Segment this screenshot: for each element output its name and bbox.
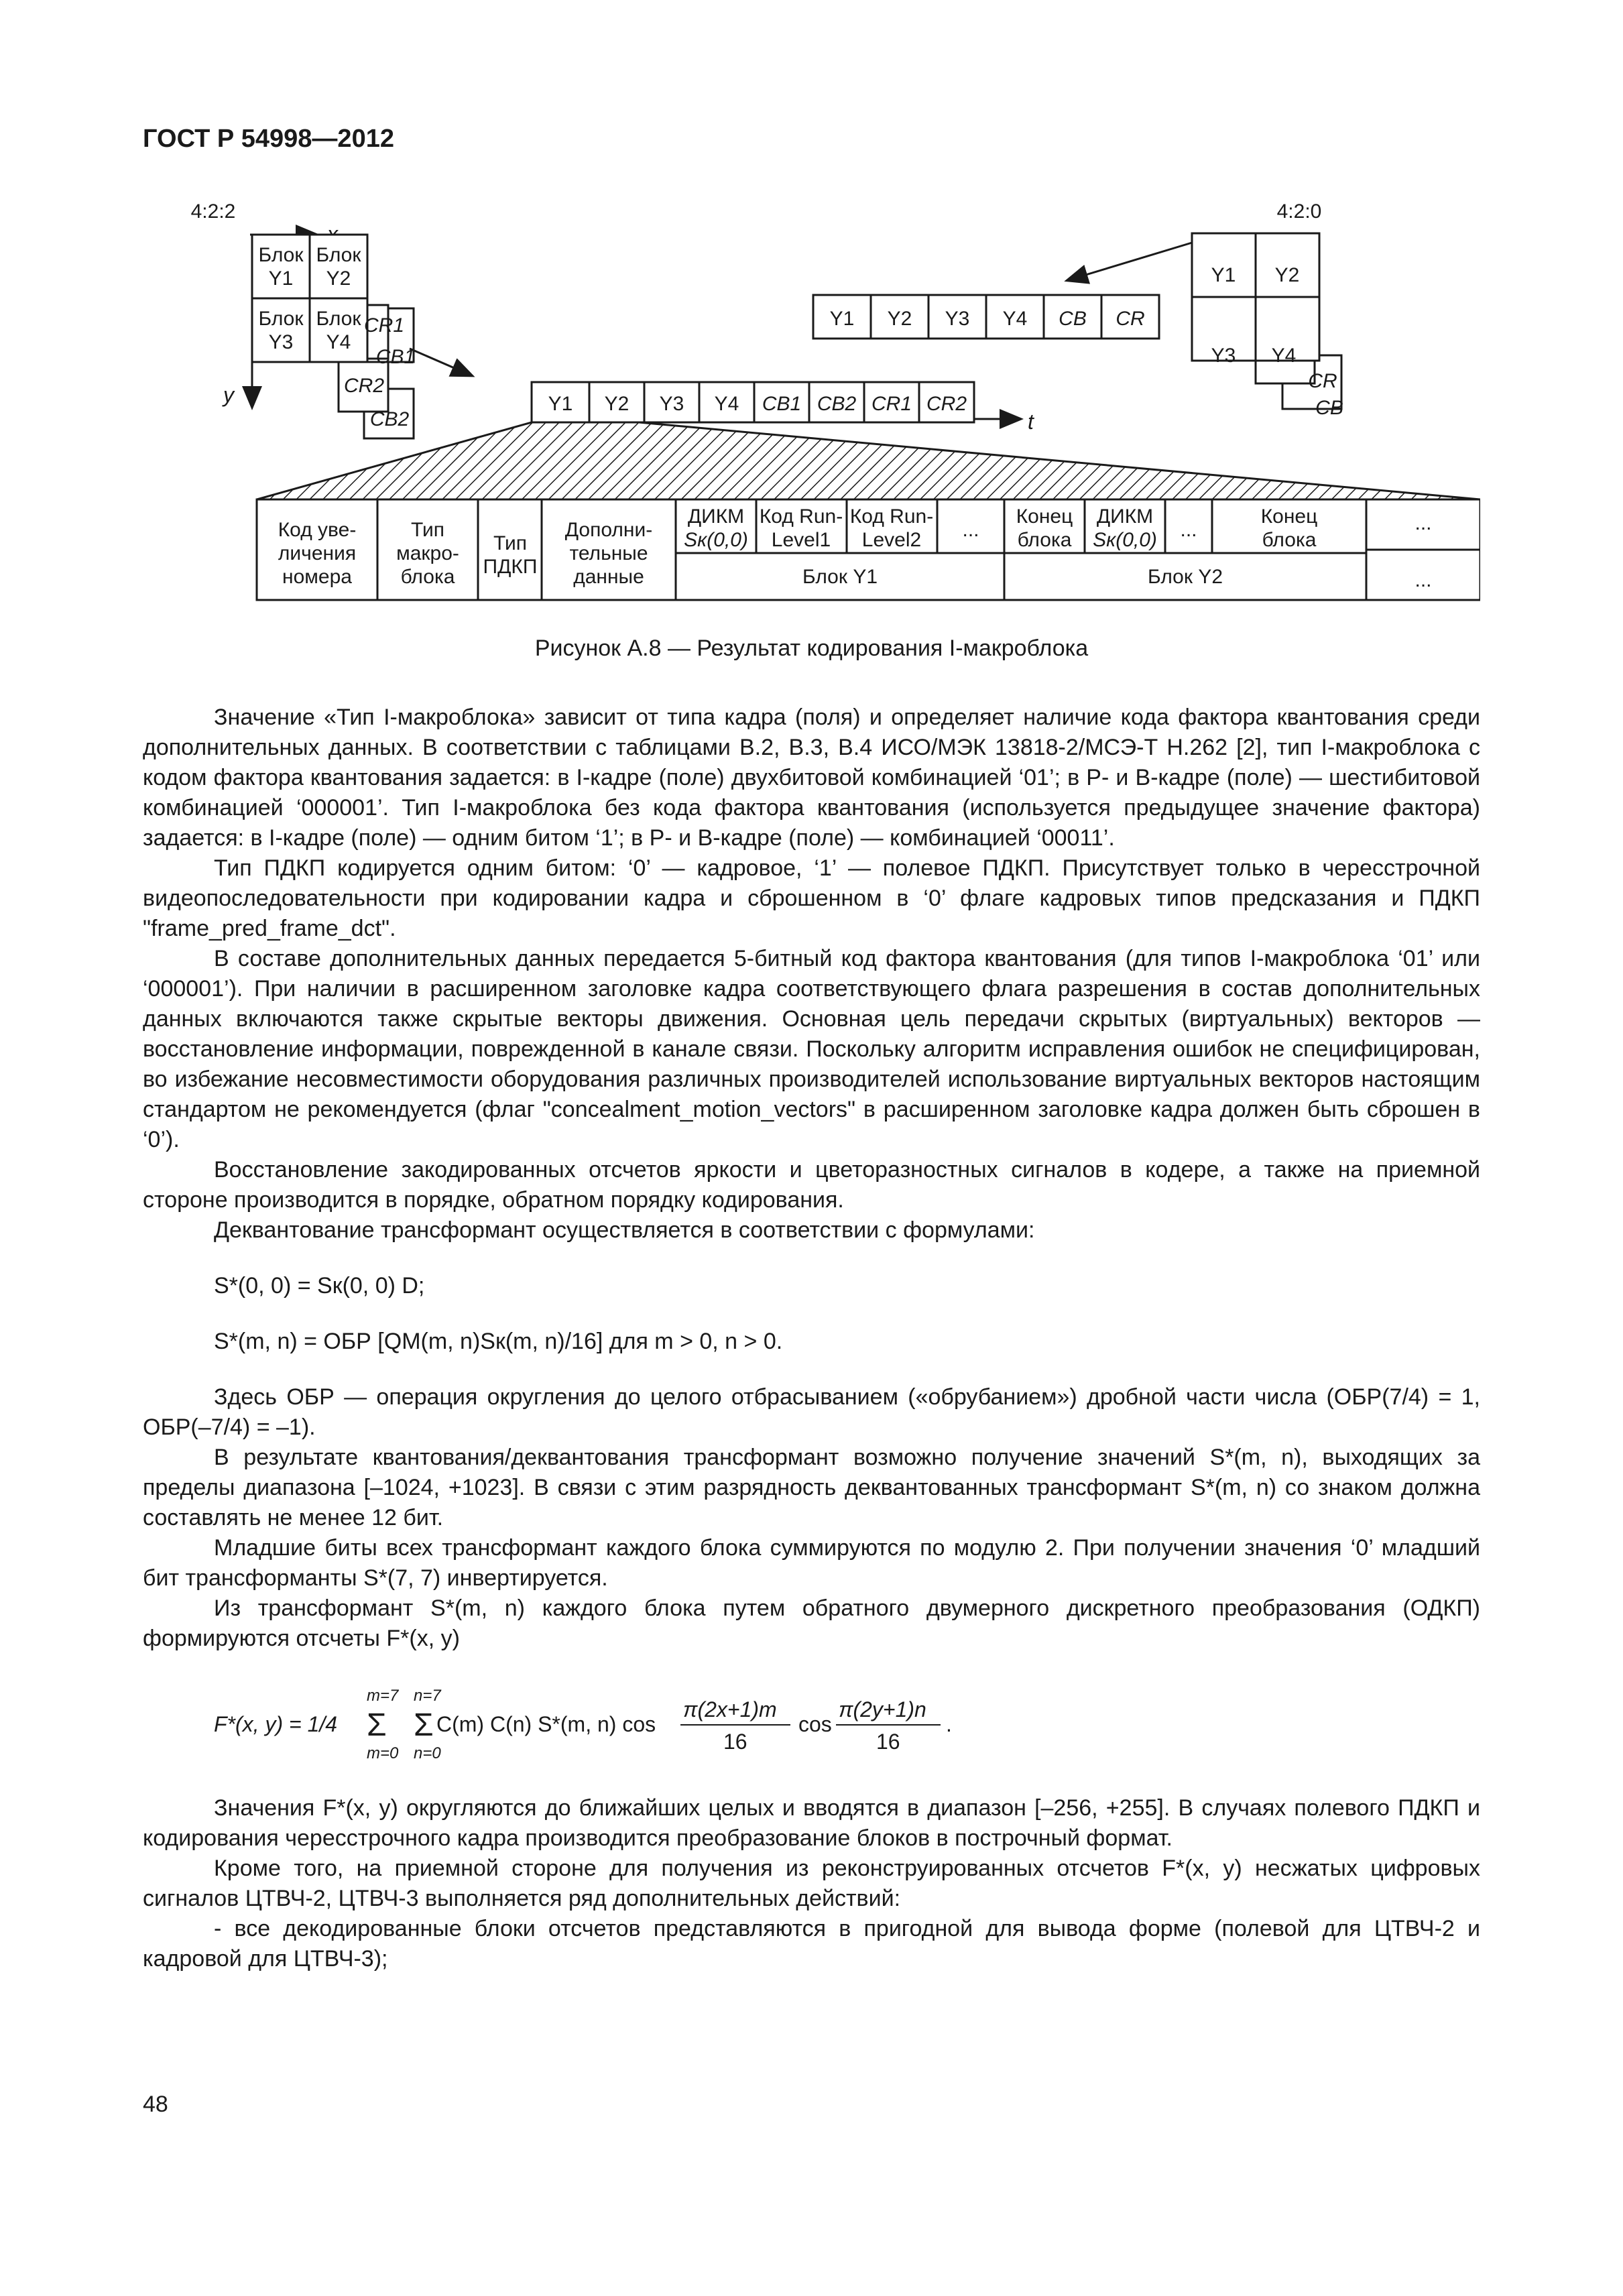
hatched-expansion (257, 422, 1480, 503)
seq422-cb1: CB1 (762, 393, 802, 415)
body-text (143, 703, 1480, 1974)
col2-line2: макро- (396, 542, 459, 564)
formula3-end: . (946, 1712, 952, 1736)
ellipsis-3: ... (1415, 512, 1432, 534)
seq422-y1: Y1 (548, 393, 573, 415)
paragraph: Тип ПДКП кодируется одним битом: ‘0’ — кадровое, ‘1’ — полевое ПДКП. Присутствует только в чересстрочной видеопоследовательности при кодировании кадра и сброшенном в ‘0’ флаге кадровых типов предсказания и ПДКП "frame_pred_frame_dct". (143, 855, 1480, 941)
dikm2-line1: ДИКМ (1096, 505, 1154, 528)
formula3-den1: 16 (723, 1730, 747, 1754)
col1-line1: Код уве- (278, 519, 357, 541)
seq420-cr: CR (1116, 308, 1145, 330)
formula3-sum-m-top: m=7 (367, 1687, 399, 1705)
label-420: 4:2:0 (1276, 200, 1322, 223)
formula3-cos2: cos (798, 1712, 832, 1736)
run1-line1: Код Run- (759, 505, 843, 528)
axis-t-label: t (1028, 410, 1034, 434)
seq422-y3: Y3 (659, 393, 684, 415)
ellipsis-2: ... (1180, 519, 1197, 541)
formula-2: S*(m, n) = ОБР [QM(m, n)Sк(m, n)/16] для m > 0, n > 0. (214, 1329, 783, 1354)
paragraph: Здесь ОБР — операция округления до целого отбрасыванием («обрубанием») дробной части числа (ОБР(7/4) = 1, ОБР(–7/4) = –1). (143, 1384, 1480, 1440)
end1-line2: блока (1017, 529, 1072, 551)
paragraph: Восстановление закодированных отсчетов яркости и цветоразностных сигналов в кодере, а также на приемной стороне производится в порядке, обратном порядку кодирования. (143, 1157, 1480, 1213)
seq422-y4: Y4 (714, 393, 739, 415)
formula3-lhs: F*(x, y) = 1/4 (214, 1712, 338, 1736)
col4-line3: данные (573, 566, 644, 588)
ellipsis-4: ... (1415, 569, 1432, 591)
paragraph: Младшие биты всех трансформант каждого блока суммируются по модулю 2. При получении значения ‘0’ младший бит трансформанты S*(7, 7) инвертируется. (143, 1535, 1480, 1591)
block-cr1-label: CR1 (363, 314, 405, 337)
end1-line1: Конец (1016, 505, 1073, 528)
end2-line1: Конец (1260, 505, 1318, 528)
seq420-y4: Y4 (1002, 308, 1028, 330)
seq422-cr1: CR1 (871, 393, 912, 415)
block420-y2-label: Y2 (1274, 264, 1300, 286)
page-number: 48 (143, 2092, 168, 2117)
block420-cr-label: CR (1308, 370, 1337, 392)
idct-formula (214, 1683, 1152, 1764)
paragraph: В составе дополнительных данных передается 5-битный код фактора квантования (для типов I-макроблока ‘01’ или ‘000001’). При наличии в расширенном заголовке кадра соответствующего флага разрешения в состав дополнительных данных включаются также скрытые векторы движения. Основная цель передачи скрытых (виртуальных) векторов — восстановление информации, поврежденной в канале связи. Поскольку алгоритм исправления ошибок не специфицирован, во избежание несовместимости оборудования различных производителей использование виртуальных векторов настоящим стандартом не рекомендуется (флаг "concealment_motion_vectors" в расширенном заголовке кадра должен быть сброшен в ‘0’). (143, 946, 1480, 1152)
macroblock-figure (143, 188, 1480, 617)
sum-symbol-n: Σ (414, 1707, 434, 1743)
formula3-num1: π(2x+1)m (683, 1697, 777, 1721)
block-y3-top: Блок (258, 308, 304, 330)
run2-line1: Код Run- (849, 505, 934, 528)
run1-line2: Level1 (771, 529, 831, 551)
end2-line2: блока (1262, 529, 1317, 551)
block-y1-bot: Y1 (268, 267, 294, 290)
col4-line2: тельные (569, 542, 648, 564)
dikm2-line2: Sк(0,0) (1093, 529, 1157, 551)
seq420-y1: Y1 (829, 308, 855, 330)
block-y1-label: Блок Y1 (802, 566, 878, 588)
formula-3 (214, 1683, 1480, 1764)
block-y2-label: Блок Y2 (1147, 566, 1223, 588)
blocks-422-group (191, 200, 416, 438)
bitstream-table (257, 499, 1480, 600)
figure-caption: Рисунок А.8 — Результат кодирования I-макроблока (534, 636, 1089, 661)
col4-line1: Дополни- (564, 519, 653, 541)
block-y3-bot: Y3 (268, 331, 294, 353)
col1-line3: номера (282, 566, 352, 588)
formula3-sum-n-bot: n=0 (414, 1744, 441, 1762)
blocks-420-group (1192, 200, 1343, 419)
ellipsis-1: ... (962, 519, 979, 541)
formula3-sum-n-top: n=7 (414, 1687, 441, 1705)
block420-y3-label: Y3 (1211, 345, 1236, 367)
paragraph: Кроме того, на приемной стороне для получения из реконструированных отсчетов F*(x, y) несжатых цифровых сигналов ЦТВЧ-2, ЦТВЧ-3 выполняется ряд дополнительных действий: (143, 1856, 1480, 1911)
run2-line2: Level2 (861, 529, 922, 551)
block420-cb-label: CB (1315, 397, 1343, 419)
dikm1-line2: Sк(0,0) (684, 529, 748, 551)
dikm1-line1: ДИКМ (687, 505, 745, 528)
macroblock-diagram (143, 188, 1480, 617)
paragraph: - все декодированные блоки отсчетов представляются в пригодной для вывода форме (полевой для ЦТВЧ-2 и кадровой для ЦТВЧ-3); (143, 1916, 1480, 1972)
col3-line1: Тип (493, 532, 528, 554)
col3-line2: ПДКП (483, 556, 538, 578)
seq422-cr2: CR2 (926, 393, 967, 415)
formula3-body: C(m) C(n) S*(m, n) cos (436, 1712, 656, 1736)
block-y4-top: Блок (316, 308, 361, 330)
formula3-sum-m-bot: m=0 (367, 1744, 399, 1762)
axis-y-label: y (223, 383, 234, 407)
block420-y4-label: Y4 (1271, 345, 1297, 367)
block420-y1-label: Y1 (1211, 264, 1236, 286)
sequence-420 (813, 295, 1159, 339)
col2-line1: Тип (410, 519, 445, 541)
document-header: ГОСТ Р 54998—2012 (143, 125, 394, 153)
paragraph: Значения F*(x, y) округляются до ближайших целых и вводятся в диапазон [–256, +255]. В случаях полевого ПДКП и кодирования чересстрочного кадра производится преобразование блоков в построчный формат. (143, 1795, 1480, 1851)
paragraph: Из трансформант S*(m, n) каждого блока путем обратного двумерного дискретного преобразования (ОДКП) формируются отсчеты F*(x, y) (143, 1595, 1480, 1651)
formula3-num2: π(2y+1)n (839, 1697, 926, 1721)
seq422-y2: Y2 (604, 393, 629, 415)
formula3-den2: 16 (876, 1730, 900, 1754)
seq420-y3: Y3 (945, 308, 970, 330)
block-y1-top: Блок (258, 244, 304, 266)
block-cb2-label: CB2 (369, 408, 410, 430)
sum-symbol-m: Σ (367, 1707, 387, 1743)
col2-line3: блока (400, 566, 455, 588)
block-y2-bot: Y2 (326, 267, 351, 290)
paragraph: Деквантование трансформант осуществляется в соответствии с формулами: (214, 1217, 1035, 1243)
label-422: 4:2:2 (190, 200, 236, 223)
block-y4-bot: Y4 (326, 331, 351, 353)
block-cb1-label: CB1 (375, 346, 416, 368)
paragraph: В результате квантования/деквантования трансформант возможно получение значений S*(m, n), выходящих за пределы диапазона [–1024, +1023]. В связи с этим разрядность деквантованных трансформант S*(m, n) со знаком должна составлять не менее 12 бит. (143, 1445, 1480, 1530)
seq420-y2: Y2 (887, 308, 912, 330)
paragraph: Значение «Тип I-макроблока» зависит от типа кадра (поля) и определяет наличие кода фактора квантования среди дополнительных данных. В соответствии с таблицами В.2, В.3, В.4 ИСО/МЭК 13818-2/МСЭ-Т Н.262 [2], тип I-макроблока с кодом фактора квантования задается: в I-кадре (поле) двухбитовой комбинацией ‘01’; в P- и B-кадре (поле) — шестибитовой комбинацией ‘000001’. Тип I-макроблока без кода фактора квантования (используется предыдущее значение фактора) задается: в I-кадре (поле) — одним битом ‘1’; в P- и B-кадре (поле) — комбинацией ‘00011’. (143, 705, 1480, 851)
seq422-cb2: CB2 (817, 393, 857, 415)
block-cr2-label: CR2 (343, 375, 385, 397)
seq420-cb: CB (1059, 308, 1087, 330)
block-y2-top: Блок (316, 244, 361, 266)
col1-line2: личения (278, 542, 357, 564)
formula-1: S*(0, 0) = Sк(0, 0) D; (214, 1273, 425, 1298)
